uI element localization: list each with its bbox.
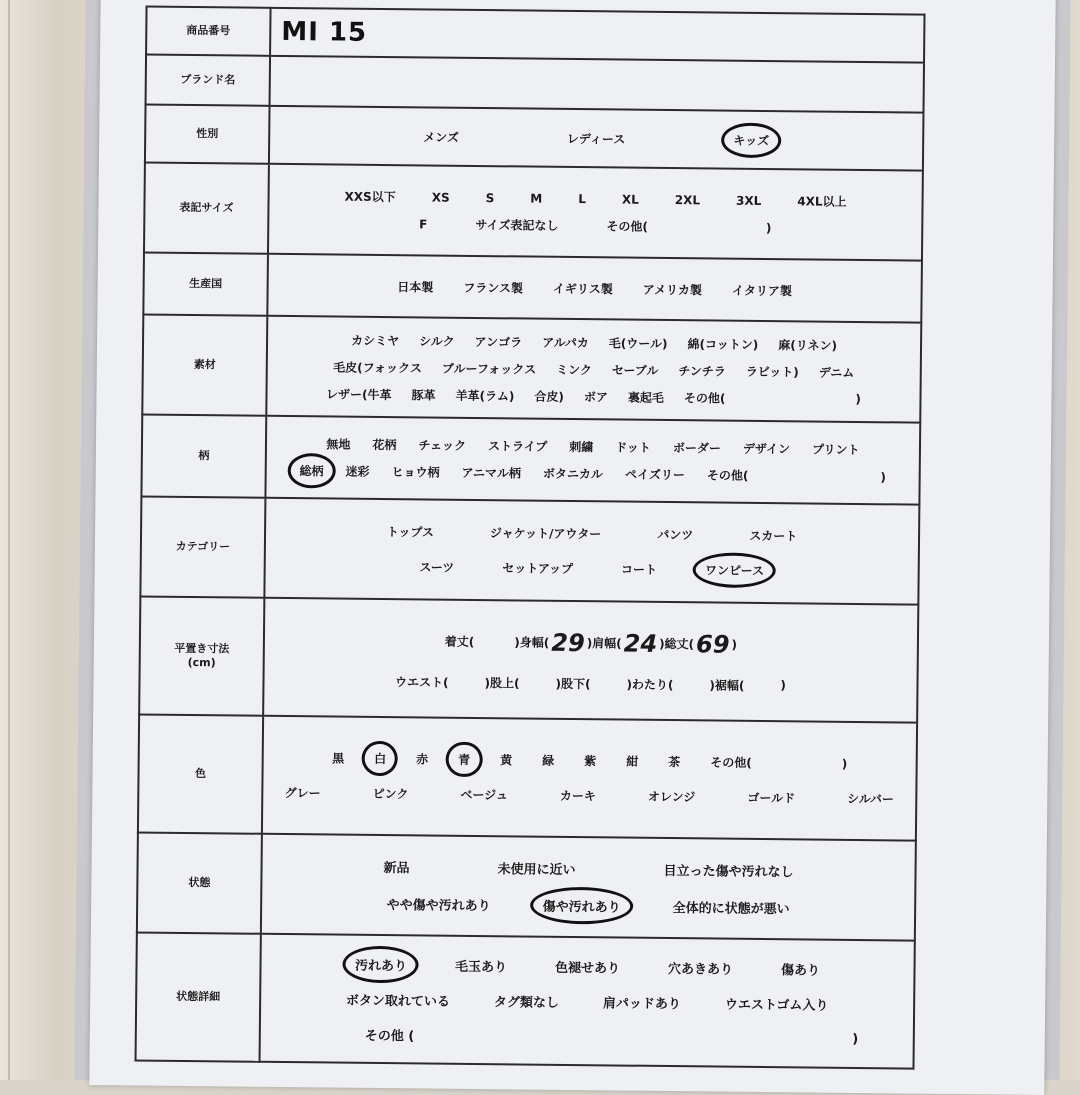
country-option[interactable]: イタリア製	[728, 279, 796, 301]
pattern-option[interactable]: アニマル柄	[457, 462, 525, 484]
row-condition	[137, 832, 916, 940]
color-option[interactable]: グレー	[281, 782, 325, 803]
category-option[interactable]: セットアップ	[498, 557, 577, 579]
measure-inseam[interactable]: )股下(	[555, 674, 590, 691]
condition-option[interactable]: やや傷や汚れあり	[383, 892, 495, 916]
category-option[interactable]: スーツ	[415, 556, 458, 577]
pattern-option[interactable]: ヒョウ柄	[387, 461, 443, 483]
size-other-close: )	[762, 218, 776, 236]
color-option-circled[interactable]: 青	[454, 749, 474, 770]
condition-detail-option[interactable]: 穴あきあり	[664, 955, 737, 979]
category-option-circled[interactable]: ワンピース	[701, 559, 768, 581]
gender-options	[269, 106, 924, 171]
condition-detail-option-circled[interactable]: 汚れあり	[351, 952, 411, 976]
size-option[interactable]: F	[415, 215, 431, 233]
color-option[interactable]: 赤	[412, 748, 432, 769]
condition-detail-other-close: )	[848, 1029, 862, 1048]
gender-label: 性別	[145, 105, 270, 164]
brand-label: ブランド名	[146, 55, 271, 106]
measure-shoulder-value[interactable]: 24	[624, 629, 658, 657]
size-option[interactable]: XL	[618, 190, 643, 208]
category-option[interactable]: トップス	[383, 521, 438, 543]
pattern-option[interactable]: 刺繍	[565, 436, 597, 457]
checklist-sheet	[89, 0, 1055, 1095]
material-option[interactable]: 毛(ウール)	[605, 332, 672, 354]
condition-detail-option[interactable]: ウエストゴム入り	[721, 991, 833, 1015]
pattern-option[interactable]: ドット	[611, 436, 655, 457]
material-option[interactable]: チンチラ	[674, 360, 730, 382]
size-option[interactable]: S	[482, 189, 499, 207]
row-color	[138, 714, 917, 840]
color-option[interactable]: ベージュ	[456, 784, 512, 806]
material-option[interactable]: ラビット)	[742, 360, 803, 382]
brand-field[interactable]	[270, 56, 924, 113]
material-option[interactable]: アルパカ	[538, 331, 593, 353]
row-measurements	[139, 596, 918, 722]
category-label: カテゴリー	[140, 496, 265, 597]
measure-body-width-value[interactable]: 29	[551, 628, 585, 656]
row-material	[142, 314, 921, 422]
product-form-table	[135, 6, 926, 1070]
row-product-number	[146, 7, 924, 63]
material-option[interactable]: レザー(牛革	[322, 383, 396, 405]
material-option[interactable]: 裏起毛	[624, 386, 668, 407]
pattern-option[interactable]: 花柄	[368, 434, 400, 455]
color-options	[262, 716, 917, 841]
row-size	[144, 163, 923, 261]
color-option[interactable]: 緑	[538, 750, 558, 771]
measure-body-width-label: )身幅(	[514, 633, 549, 650]
material-option[interactable]: アンゴラ	[471, 330, 527, 352]
measure-rise[interactable]: )股上(	[484, 674, 519, 691]
condition-detail-option[interactable]: 傷あり	[777, 957, 824, 980]
condition-option[interactable]: 未使用に近い	[493, 856, 579, 880]
color-option[interactable]: 茶	[664, 751, 684, 772]
country-options	[267, 254, 922, 323]
pattern-option[interactable]: デザイン	[739, 438, 794, 460]
pattern-option[interactable]: チェック	[414, 434, 470, 456]
measure-waist[interactable]: ウエスト(	[395, 673, 449, 691]
condition-detail-option[interactable]: 色褪せあり	[551, 954, 624, 978]
measure-shoulder-label: )肩幅(	[587, 634, 622, 651]
color-other-close: )	[838, 754, 852, 772]
size-option[interactable]: 4XL以上	[793, 190, 850, 212]
pattern-option[interactable]: ストライプ	[484, 435, 551, 457]
product-number-field[interactable]	[270, 8, 924, 63]
color-option[interactable]: ピンク	[369, 783, 413, 804]
option-ladies[interactable]: レディース	[563, 127, 630, 149]
condition-option-circled[interactable]: 傷や汚れあり	[539, 894, 625, 918]
measure-length-label: 着丈(	[445, 633, 475, 650]
condition-detail-label: 状態詳細	[136, 932, 261, 1061]
size-options	[268, 164, 923, 261]
row-condition-detail	[136, 932, 915, 1068]
material-option[interactable]: 毛皮(フォックス	[329, 356, 426, 378]
size-label: 表記サイズ	[144, 163, 269, 254]
material-option[interactable]: 麻(リネン)	[774, 334, 841, 356]
condition-option[interactable]: 全体的に状態が悪い	[669, 895, 794, 919]
material-options	[266, 316, 921, 423]
material-option[interactable]: セーブル	[608, 359, 663, 381]
color-option[interactable]: 紺	[622, 751, 642, 772]
row-country	[143, 252, 922, 322]
measurements-label: 平置き寸法 (cm)	[139, 596, 264, 715]
measurements-fields	[263, 598, 918, 723]
pattern-option[interactable]: 無地	[322, 433, 354, 454]
color-option[interactable]: 紫	[580, 750, 600, 771]
material-other-open[interactable]: その他(	[680, 387, 730, 409]
material-option[interactable]: ボア	[580, 386, 612, 407]
material-option[interactable]: ブルーフォックス	[438, 357, 540, 379]
product-number-value: MI 15	[281, 17, 367, 48]
country-option[interactable]: フランス製	[459, 276, 527, 298]
color-option[interactable]: ゴールド	[743, 787, 799, 809]
condition-options	[261, 834, 916, 941]
category-option[interactable]: スカート	[745, 525, 801, 547]
size-option[interactable]: サイズ表記なし	[471, 214, 562, 236]
row-brand	[146, 55, 924, 113]
row-gender	[145, 105, 924, 171]
product-number-label: 商品番号	[146, 7, 270, 56]
color-other-open[interactable]: その他(	[706, 751, 756, 773]
color-option[interactable]: シルバー	[843, 788, 898, 810]
material-option[interactable]: 綿(コットン)	[683, 333, 762, 355]
country-option[interactable]: 日本製	[393, 276, 437, 297]
material-option[interactable]: 羊革(ラム)	[451, 384, 518, 406]
color-label: 色	[138, 714, 263, 833]
country-label: 生産国	[143, 252, 268, 315]
color-option-circled[interactable]: 白	[370, 748, 390, 769]
color-option[interactable]: 黄	[496, 749, 516, 770]
measure-thigh[interactable]: )わたり(	[626, 675, 673, 692]
option-kids-circled[interactable]: キッズ	[729, 129, 773, 150]
category-option[interactable]: コート	[617, 558, 661, 579]
condition-option[interactable]: 新品	[379, 855, 413, 878]
country-option[interactable]: イギリス製	[549, 277, 617, 299]
material-option[interactable]: 豚革	[407, 384, 439, 405]
pattern-other-close: )	[876, 468, 890, 486]
color-option[interactable]: カーキ	[556, 785, 600, 806]
pattern-other-open[interactable]: その他(	[703, 464, 753, 486]
measure-hem[interactable]: )裾幅(	[709, 676, 744, 693]
condition-detail-option[interactable]: 肩パッドあり	[599, 990, 685, 1014]
category-option[interactable]: ジャケット/アウター	[486, 522, 606, 544]
measure-total-length-value[interactable]: 69	[696, 630, 730, 658]
measure-close-paren: )	[731, 637, 737, 651]
row-category	[140, 496, 919, 604]
pattern-option[interactable]: ボタニカル	[539, 463, 607, 485]
condition-detail-other-open[interactable]: その他 (	[361, 1022, 419, 1046]
row-pattern	[141, 414, 920, 504]
size-other-open[interactable]: その他(	[602, 215, 652, 237]
condition-detail-option[interactable]: 毛玉あり	[451, 953, 511, 977]
pattern-option-circled[interactable]: 総柄	[295, 460, 327, 481]
pattern-option[interactable]: ペイズリー	[621, 464, 689, 486]
condition-label: 状態	[137, 832, 262, 933]
condition-detail-option[interactable]: タグ類なし	[490, 989, 563, 1013]
material-option[interactable]: シルク	[415, 330, 459, 351]
material-option[interactable]: デニム	[815, 361, 859, 382]
pattern-option[interactable]: プリント	[808, 438, 864, 460]
pattern-option[interactable]: 迷彩	[341, 461, 373, 482]
condition-detail-options	[260, 934, 915, 1069]
material-option[interactable]: ミンク	[552, 358, 596, 379]
size-option[interactable]: M	[526, 189, 546, 207]
color-option[interactable]: 黒	[328, 747, 348, 768]
material-option[interactable]: カシミヤ	[347, 329, 403, 351]
size-option[interactable]: 2XL	[671, 191, 704, 209]
size-option[interactable]: 3XL	[732, 191, 765, 209]
size-option[interactable]: XXS以下	[340, 186, 399, 208]
condition-detail-option[interactable]: ボタン取れている	[342, 987, 454, 1011]
category-option[interactable]: パンツ	[653, 524, 697, 545]
pattern-option[interactable]: ボーダー	[669, 437, 725, 459]
pattern-options	[265, 416, 920, 505]
color-option[interactable]: オレンジ	[644, 786, 700, 808]
material-other-close: )	[851, 390, 865, 408]
pattern-label: 柄	[141, 414, 266, 497]
option-mens[interactable]: メンズ	[419, 126, 463, 147]
material-option[interactable]: 合皮)	[530, 385, 568, 406]
material-label: 素材	[142, 314, 267, 415]
size-option[interactable]: XS	[428, 188, 454, 206]
country-option[interactable]: アメリカ製	[639, 278, 706, 300]
measure-close-paren: )	[780, 678, 786, 692]
measure-total-length-label: )総丈(	[659, 635, 694, 652]
category-options	[264, 498, 919, 605]
size-option[interactable]: L	[574, 190, 590, 208]
floorboard-seam	[8, 0, 10, 1080]
condition-option[interactable]: 目立った傷や汚れなし	[659, 858, 797, 882]
